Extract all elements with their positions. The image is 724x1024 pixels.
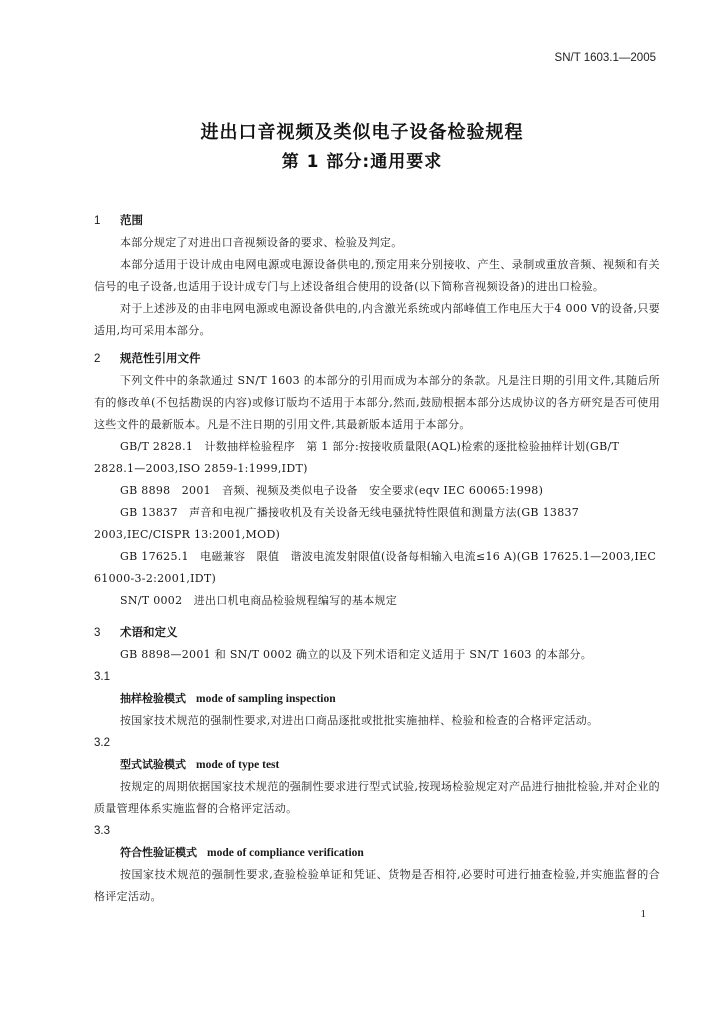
clause-number: 3.3: [94, 825, 110, 837]
term-zh: 抽样检验模式: [120, 692, 186, 705]
reference-item: GB 17625.1 电磁兼容 限值 谐波电流发射限值(设备每相输入电流≤16 A)(GB 17625.1—2003,IEC 61000-3-2:2001,IDT): [94, 550, 657, 585]
term-zh: 符合性验证模式: [120, 846, 197, 859]
section-title: 规范性引用文件: [120, 351, 201, 365]
document-title: 进出口音视频及类似电子设备检验规程: [200, 122, 524, 143]
clause-number: 3.1: [94, 671, 110, 683]
clause-number: 3.2: [94, 737, 110, 749]
term-heading: [120, 754, 660, 776]
reference-item: GB 13837 声音和电视广播接收机及有关设备无线电骚扰特性限值和测量方法(GB 13837 2003,IEC/CISPR 13:2001,MOD): [94, 506, 580, 541]
term-en: mode of sampling inspection: [196, 693, 336, 705]
document-subtitle: 第 1 部分:通用要求: [281, 152, 443, 172]
term-definition: 按国家技术规范的强制性要求,查验检验单证和凭证、货物是否相符,必要时可进行抽查检验,并实施监督的合格评定活动。: [94, 868, 660, 903]
section-number: 3: [94, 627, 101, 639]
page-number: 1: [640, 908, 646, 920]
term-definition: 按规定的周期依据国家技术规范的强制性要求进行型式试验,按现场检验规定对产品进行抽批检验,并对企业的质量管理体系实施监督的合格评定活动。: [94, 780, 660, 815]
reference-item: SN/T 0002 进出口机电商品检验规程编写的基本规定: [120, 594, 398, 607]
section-number: 1: [94, 215, 101, 227]
term-definition: 按国家技术规范的强制性要求,对进出口商品逐批或批批实施抽样、检验和检查的合格评定活动。: [120, 714, 599, 727]
standard-code: SN/T 1603.1—2005: [554, 52, 656, 64]
paragraph: 本部分规定了对进出口音视频设备的要求、检验及判定。: [120, 236, 403, 249]
term-en: mode of type test: [196, 759, 280, 771]
paragraph: 对于上述涉及的由非电网电源或电源设备供电的,内含激光系统或内部峰值工作电压大于4 000 V的设备,只要适用,均可采用本部分。: [94, 302, 660, 337]
reference-item: GB/T 2828.1 计数抽样检验程序 第 1 部分:按接收质量限(AQL)检索的逐批检验抽样计划(GB/T 2828.1—2003,ISO 2859-1:1999,IDT): [94, 440, 620, 475]
term-heading: [120, 688, 660, 710]
paragraph: GB 8898—2001 和 SN/T 0002 确立的以及下列术语和定义适用于 SN/T 1603 的本部分。: [120, 648, 593, 661]
section-number: 2: [94, 353, 101, 365]
section-heading-terms: [94, 620, 660, 644]
section-heading-normative-references: [94, 346, 660, 370]
term-heading: [120, 842, 660, 864]
paragraph: 本部分适用于设计成由电网电源或电源设备供电的,预定用来分别接收、产生、录制或重放音频、视频和有关信号的电子设备,也适用于设计成专门与上述设备组合使用的设备(以下简称音视频设备)的进出口检验。: [94, 258, 660, 293]
section-heading-scope: [94, 208, 660, 232]
term-zh: 型式试验模式: [120, 758, 186, 771]
section-title: 术语和定义: [120, 625, 178, 639]
reference-item: GB 8898 2001 音频、视频及类似电子设备 安全要求(eqv IEC 60065:1998): [120, 484, 544, 497]
paragraph: 下列文件中的条款通过 SN/T 1603 的本部分的引用而成为本部分的条款。凡是注日期的引用文件,其随后所有的修改单(不包括勘误的内容)或修订版均不适用于本部分,然而,鼓励根据本部分达成协议的各方研究是否可使用这些文件的最新版本。凡是不注日期的引用文件,其最新版本适用于本部分。: [94, 374, 660, 431]
document-body: [94, 208, 660, 908]
section-title: 范围: [120, 213, 143, 227]
term-en: mode of compliance verification: [207, 847, 364, 859]
